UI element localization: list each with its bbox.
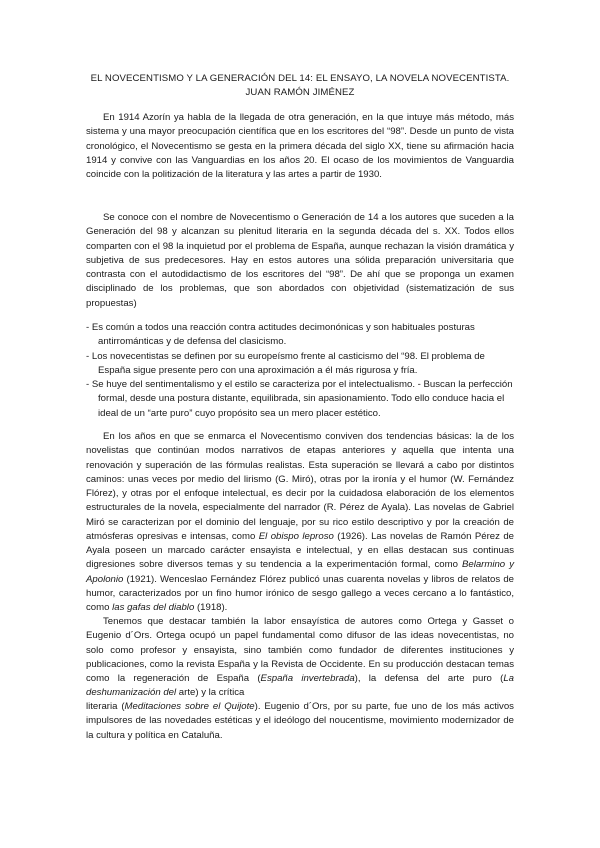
book-title-deshumanizacion: La deshumanización del — [86, 673, 514, 699]
p4-text-c: arte) y la crítica — [176, 687, 245, 699]
p4-text-b: ), la defensa del arte puro ( — [354, 673, 504, 684]
p4-text-a: Tenemos que destacar también la labor ensayística de autores como Ortega y Gasset o Eugenio d´Ors. Ortega ocupó un papel fundamental como difusor de las ideas novecentistas, no solo como profesor y ensayista, sino también como fundador de diferentes instituciones y publicaciones, como la revista España y la Revista de Occidente. En su producción destacan temas como la regeneración de España ( — [86, 616, 514, 684]
feature-list — [86, 321, 516, 421]
list-item: - Los novecentistas se definen por su europeísmo frente al casticismo del “98. El problema de España sigue presente pero con una aproximación a él más rigurosa y fría. — [86, 350, 485, 376]
book-title-gafas-diablo: las gafas del diablo — [112, 602, 195, 613]
p3-text-b: (1926). Las novelas de Ramón Pérez de Ayala poseen un marcado carácter ensayista e intelectual, y en ellas destacan sus continuas digresiones sobre diversos temas y su tendencia a la experimentación formal, como — [86, 530, 514, 571]
book-title-espana-invertebrada: España invertebrada — [260, 673, 355, 684]
p3-text-a: En los años en que se enmarca el Novecentismo conviven dos tendencias básicas: la de los novelistas que continúan modos narrativos de etapas anteriores y aquella que intenta una renovación y superación de las fórmulas realistas. Esta superación se llevará a cabo por distintos caminos: unas veces por medio del lirismo (G. Miró), otras por la ironía y el humor (W. Fernández Flórez), y otras por el enfoque intelectual, es decir por la cuidadosa elaboración de los elementos estructurales de la novela, especialmente del narrador (R. Pérez de Ayala). Las novelas de Gabriel Miró se caracterizan por el dominio del lenguaje, por su rico estilo descriptivo y por la creación de atmósferas opresivas e intensas, como — [86, 431, 514, 542]
list-item: - Es común a todos una reacción contra actitudes decimonónicas y son habituales posturas antirrománticas y de defensa del clasicismo. — [86, 322, 475, 348]
book-title-meditaciones: Meditaciones sobre el Quijote — [124, 701, 255, 712]
paragraph-3 — [86, 430, 514, 615]
paragraph-4-continuation — [86, 700, 514, 743]
p4-line2-b: ). Eugenio d´Ors, por su parte, fue uno de los más activos impulsores de las novedades estéticas y el ideólogo del noucentisme, movimiento modernizador de la cultura y política en Cataluña. — [86, 701, 514, 741]
p3-text-c: (1921). Wenceslao Fernández Flórez publicó unas cuarenta novelas y libros de relatos de humor, caracterizados por un fino humor irónico de sesgo gallego a veces cercano a lo fantástico, como — [86, 573, 514, 613]
paragraph-2: Se conoce con el nombre de Novecentismo o Generación de 14 a los autores que suceden a la Generación del 98 y alcanzan su plenitud literaria en la segunda década del s. XX. Todos ellos comparten con el 98 la inquietud por el problema de España, aunque rechazan la visión dramática y subjetiva de sus predecesores. Hay en estos autores una sólida preparación universitaria que contrasta con el autodidactismo de los escritores del “98”. De ahí que se proponga un examen disciplinado de los problemas, que son abordados con objetividad (sistematización de sus propuestas) — [86, 212, 514, 309]
paragraph-4 — [86, 615, 514, 701]
p3-text-d: (1918). — [194, 602, 228, 613]
paragraph-1: En 1914 Azorín ya habla de la llegada de otra generación, en la que intuye más método, más sistema y una mayor preocupación científica que en los escritores del “98”. Desde un punto de vista cronológico, el Novecentismo se gesta en la primera década del siglo XX, tiene su afirmación hacia 1914 y convive con las Vanguardias en los años 20. El ocaso de los movimientos de Vanguardia coincide con la politización de la literatura y las artes a partir de 1930. — [86, 112, 514, 180]
book-title-belarmino: Belarmino y Apolonio — [86, 559, 514, 585]
title-line-2: JUAN RAMÓN JIMÉNEZ — [245, 86, 355, 98]
document-title — [60, 72, 540, 99]
book-title-obispo-leproso: El obispo leproso — [258, 530, 334, 542]
title-line-1: EL NOVECENTISMO Y LA GENERACIÓN DEL 14: EL ENSAYO, LA NOVELA NOVECENTISTA. — [90, 73, 510, 84]
list-item: - Se huye del sentimentalismo y el estilo se caracteriza por el intelectualismo. - Buscan la perfección formal, desde una postura distante, equilibrada, sin apasionamiento. Todo ello conduce hacia el ideal de un “arte puro” cuyo propósito sea un mero placer estético. — [86, 379, 513, 419]
p4-line2-a: literaria ( — [86, 701, 125, 712]
